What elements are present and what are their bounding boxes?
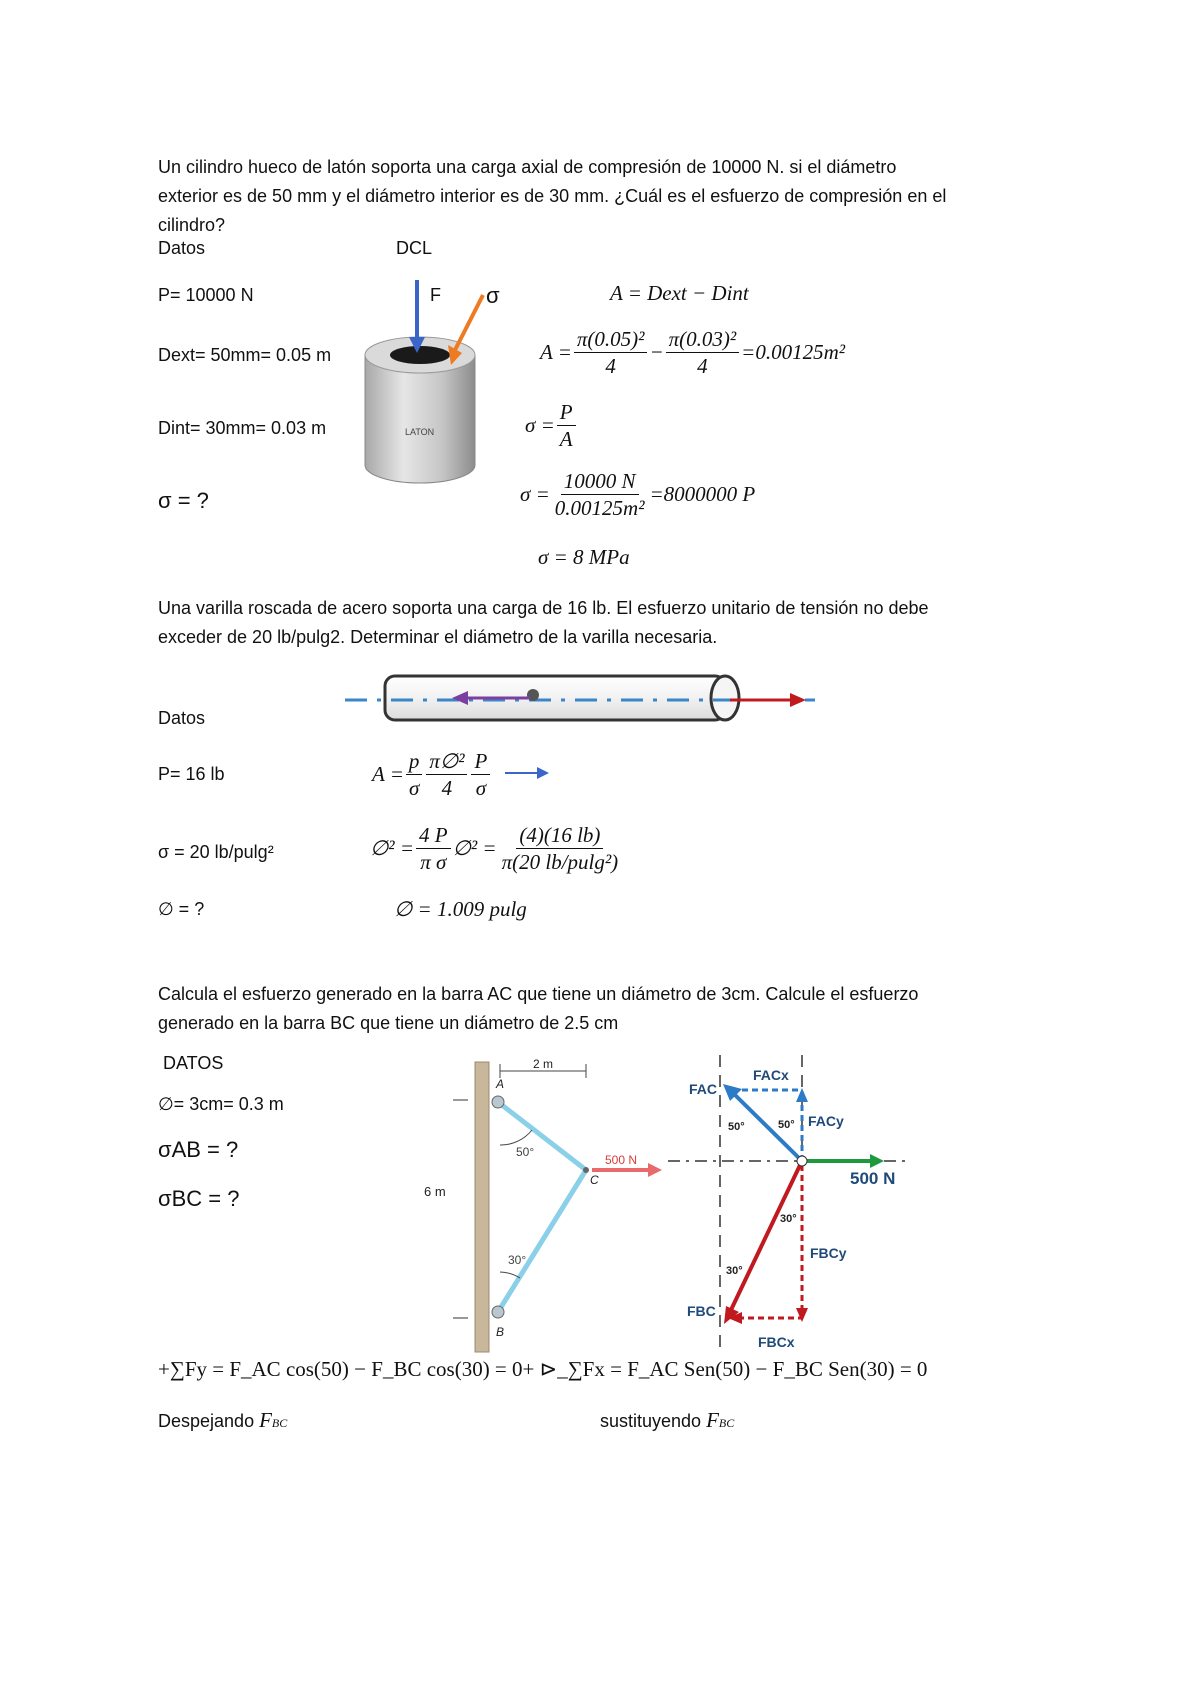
problem1-statement: Un cilindro hueco de latón soporta una carga axial de compresión de 10000 N. si el diámetro exterior es de 50 mm y el diámetro interior es de 30 mm. ¿Cuál es el esfuerzo de compresión en el cilindro? bbox=[158, 157, 947, 235]
eq-area-n2: π(0.03)² bbox=[666, 326, 740, 353]
problem2-statement: Una varilla roscada de acero soporta una carga de 16 lb. El esfuerzo unitario de tensión no debe exceder de 20 lb/pulg2. Determinar el diámetro de la varilla necesaria. bbox=[158, 598, 929, 647]
sigma-unknown-1: σ = ? bbox=[158, 488, 209, 513]
despejando-text: Despejando bbox=[158, 1411, 255, 1431]
force-label: F bbox=[430, 285, 441, 305]
eq-sigma-den: A bbox=[559, 427, 573, 451]
sigma-ab-unknown: σAB = ? bbox=[158, 1137, 239, 1162]
facx-label: FACx bbox=[753, 1067, 789, 1083]
facy-label: FACy bbox=[808, 1113, 844, 1129]
sigma-bc-unknown: σBC = ? bbox=[158, 1186, 240, 1211]
a50-left: 50° bbox=[728, 1121, 745, 1133]
rod-diagram bbox=[340, 668, 820, 730]
datos-label-1: Datos bbox=[158, 238, 206, 258]
eq2-d1: π σ bbox=[420, 850, 447, 874]
eq2-mid: ∅² = bbox=[452, 836, 497, 860]
diam-unknown-2: ∅ = ? bbox=[158, 899, 205, 919]
eq-diam-result: ∅ = 1.009 pulg bbox=[394, 897, 527, 921]
eq1-n1: p bbox=[406, 748, 423, 775]
eq-blue-arrow bbox=[505, 765, 550, 781]
fbc-label: FBC bbox=[687, 1303, 716, 1319]
label-a: A bbox=[496, 1077, 505, 1091]
a30-low: 30° bbox=[726, 1265, 743, 1277]
fac-label: FAC bbox=[689, 1081, 717, 1097]
eq-diam-2 bbox=[370, 822, 623, 875]
eq-area-2 bbox=[372, 748, 492, 801]
label-b: B bbox=[496, 1325, 505, 1339]
eq1-d3: σ bbox=[475, 776, 487, 800]
eq2-d2: π(20 lb/pulg²) bbox=[501, 850, 619, 874]
fbcx-label: FBCx bbox=[758, 1334, 795, 1350]
problem3-statement: Calcula el esfuerzo generado en la barra AC que tiene un diámetro de 3cm. Calcule el esfuerzo generado en la barra BC que tiene un diámetro de 2.5 cm bbox=[158, 984, 919, 1033]
eq1-d2: 4 bbox=[441, 776, 453, 800]
eq2-n1: 4 P bbox=[416, 822, 451, 849]
sustituyendo-label bbox=[600, 1408, 734, 1433]
eq-sigma-num: P bbox=[557, 399, 576, 426]
eq-sigma2-den: 0.00125m² bbox=[554, 496, 645, 520]
sustituyendo-text: sustituyendo bbox=[600, 1411, 702, 1431]
fbcy-label: FBCy bbox=[810, 1245, 847, 1261]
despejando-f-sub: BC bbox=[271, 1416, 288, 1430]
eq-area bbox=[540, 326, 845, 379]
diam-given-3: ∅= 3cm= 0.3 m bbox=[158, 1094, 284, 1114]
dim-side: 6 m bbox=[424, 1184, 446, 1199]
fbd-diagram bbox=[660, 1050, 920, 1355]
sigma-given-2: σ = 20 lb/pulg² bbox=[158, 842, 274, 862]
eq-sigma-final: σ = 8 MPa bbox=[538, 545, 630, 569]
p-given-1: P= 10000 N bbox=[158, 285, 254, 305]
eq-sigma2 bbox=[520, 468, 755, 521]
eq-area-result: =0.00125m² bbox=[741, 340, 846, 364]
eq-sigma2-num: 10000 N bbox=[561, 468, 639, 495]
angle-bottom: 30° bbox=[508, 1253, 527, 1267]
eq2-lhs: ∅² = bbox=[370, 836, 415, 860]
eq1-n3: P bbox=[471, 748, 490, 775]
dim-top: 2 m bbox=[533, 1057, 554, 1071]
fbd-load-label: 500 N bbox=[850, 1169, 896, 1188]
eq-sigma bbox=[525, 399, 578, 452]
sustituyendo-f-sub: BC bbox=[718, 1416, 735, 1430]
despejando-f: F bbox=[259, 1408, 272, 1432]
eq1-d1: σ bbox=[408, 776, 420, 800]
eq-area-d1: 4 bbox=[605, 354, 616, 378]
dext-given: Dext= 50mm= 0.05 m bbox=[158, 345, 332, 365]
eq1-lhs: A = bbox=[372, 762, 404, 786]
sigma-symbol: σ bbox=[486, 283, 500, 308]
despejando-label bbox=[158, 1408, 287, 1433]
truss-diagram bbox=[420, 1050, 670, 1355]
bar-bc bbox=[498, 1170, 586, 1312]
stress-arrow bbox=[455, 295, 483, 350]
a30-mid: 30° bbox=[780, 1213, 797, 1225]
eq-area-lhs: A = bbox=[540, 340, 572, 364]
angle-top: 50° bbox=[516, 1145, 535, 1159]
eq-area-def: A = Dext − Dint bbox=[610, 281, 749, 305]
dcl-label: DCL bbox=[396, 238, 433, 258]
eq-sigma2-lhs: σ = bbox=[520, 482, 550, 506]
a50-right: 50° bbox=[778, 1119, 795, 1131]
dint-given: Dint= 30mm= 0.03 m bbox=[158, 418, 327, 438]
p-given-2: P= 16 lb bbox=[158, 764, 225, 784]
sustituyendo-f: F bbox=[706, 1408, 719, 1432]
fbc-arrow bbox=[730, 1161, 802, 1312]
eq2-n2: (4)(16 lb) bbox=[516, 822, 603, 849]
eq-minus: − bbox=[649, 340, 664, 364]
eq1-n2: π∅² bbox=[426, 748, 467, 775]
eq-sigma-lhs: σ = bbox=[525, 413, 555, 437]
datos-label-2: Datos bbox=[158, 708, 206, 728]
bar-ac bbox=[498, 1102, 586, 1170]
cylinder-label: LATON bbox=[405, 427, 435, 437]
load-label: 500 N bbox=[605, 1153, 638, 1167]
eq-area-d2: 4 bbox=[697, 354, 708, 378]
label-c: C bbox=[590, 1173, 599, 1187]
sum-equation: +∑Fy = F_AC cos(50) − F_BC cos(30) = 0+ ⊳_∑Fx = F_AC Sen(50) − F_BC Sen(30) = 0 bbox=[158, 1357, 928, 1381]
eq-sigma2-result: =8000000 P bbox=[649, 482, 756, 506]
eq-area-n1: π(0.05)² bbox=[574, 326, 648, 353]
datos-label-3: DATOS bbox=[163, 1053, 224, 1073]
